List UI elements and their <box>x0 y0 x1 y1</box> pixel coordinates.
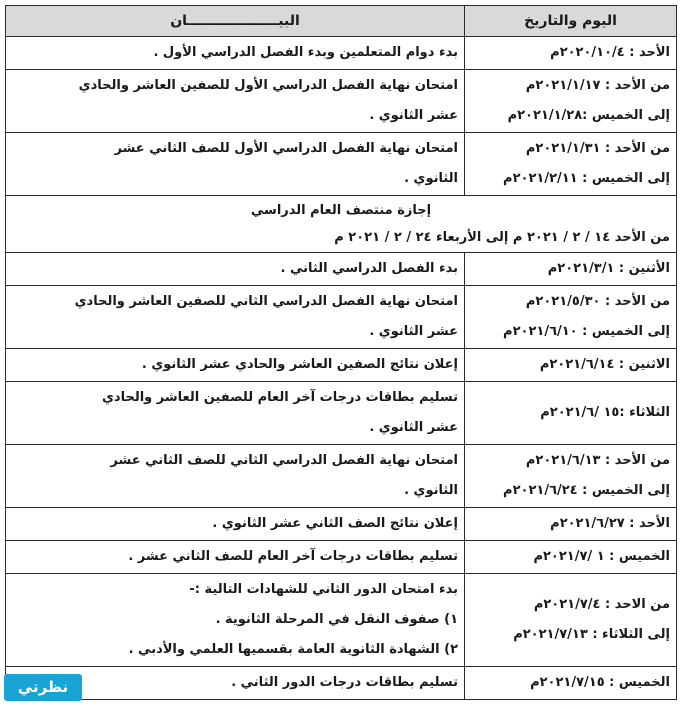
table-row <box>6 70 677 133</box>
table-row <box>6 667 677 700</box>
description-text: تسليم بطاقات درجات الدور الثاني . <box>231 675 458 690</box>
date-cell <box>465 541 677 574</box>
table-row <box>6 445 677 508</box>
date-column-header: اليوم والتاريخ <box>465 6 677 37</box>
date-cell <box>465 349 677 382</box>
date-cell <box>465 133 677 196</box>
description-cell <box>6 70 465 133</box>
date-cell <box>465 508 677 541</box>
header-row <box>6 6 677 37</box>
date-text: إلى الخميس :٢٠٢١/١/٢٨م <box>507 108 670 123</box>
date-text: الثلاثاء :١٥ /٢٠٢١/٦م <box>540 405 670 420</box>
description-text: بدء الفصل الدراسي الثاني . <box>280 261 458 276</box>
table-row <box>6 349 677 382</box>
description-cell <box>6 253 465 286</box>
date-text: من الأحد : ٢٠٢١/١/١٧م <box>525 78 670 93</box>
midyear-break-cell <box>6 196 677 253</box>
date-cell <box>465 382 677 445</box>
description-cell <box>6 37 465 70</box>
table-row <box>6 286 677 349</box>
description-text: ١) صفوف النقل في المرحلة الثانوية . <box>215 612 458 627</box>
date-text: من الأحد : ٢٠٢١/١/٣١م <box>525 141 670 156</box>
description-text: تسليم بطاقات درجات آخر العام للصفين العاشر والحادي <box>102 390 458 405</box>
date-text: الخميس : ١ /٢٠٢١/٧م <box>533 549 670 564</box>
date-cell <box>465 286 677 349</box>
midyear-break-dates: من الأحد ١٤ / ٢ / ٢٠٢١ م إلى الأربعاء ٢٤ / ٢ / ٢٠٢١ م <box>334 230 670 245</box>
table-row <box>6 253 677 286</box>
description-text: ٢) الشهادة الثانوية العامة بقسميها العلمي والأدبي . <box>128 642 458 657</box>
table-row <box>6 508 677 541</box>
date-text: الأثنين : ٢٠٢١/٣/١م <box>547 261 670 276</box>
description-cell <box>6 382 465 445</box>
date-cell <box>465 445 677 508</box>
description-text: امتحان نهاية الفصل الدراسي الثاني للصفين العاشر والحادي <box>74 294 458 309</box>
description-text: تسليم بطاقات درجات آخر العام للصف الثاني عشر . <box>128 549 458 564</box>
date-text: إلى الخميس : ٢٠٢١/٢/١١م <box>503 171 670 186</box>
date-text: من الاحد : ٢٠٢١/٧/٤م <box>533 597 670 612</box>
midyear-break-section <box>6 196 677 253</box>
description-cell <box>6 286 465 349</box>
calendar-sheet <box>5 5 676 700</box>
date-cell <box>465 253 677 286</box>
description-text: الثانوي . <box>404 171 458 186</box>
table-row <box>6 37 677 70</box>
first-semester-rows <box>6 37 677 196</box>
description-cell <box>6 133 465 196</box>
description-text: بدء دوام المتعلمين وبدء الفصل الدراسي الأول . <box>153 45 458 60</box>
date-text: إلى الخميس : ٢٠٢١/٦/٢٤م <box>503 483 670 498</box>
description-text: إعلان نتائج الصف الثاني عشر الثانوي . <box>212 516 458 531</box>
date-text: إلى الثلاثاء : ٢٠٢١/٧/١٣م <box>513 627 670 642</box>
table-row <box>6 574 677 667</box>
description-cell <box>6 508 465 541</box>
description-cell <box>6 445 465 508</box>
description-cell <box>6 574 465 667</box>
date-text: الأحد : ٢٠٢٠/١٠/٤م <box>550 45 670 60</box>
table-row <box>6 133 677 196</box>
table-row <box>6 541 677 574</box>
description-text: عشر الثانوي . <box>369 324 458 339</box>
date-text: إلى الخميس : ٢٠٢١/٦/١٠م <box>503 324 670 339</box>
midyear-break-row <box>6 196 677 253</box>
table-row <box>6 382 677 445</box>
date-cell <box>465 70 677 133</box>
date-text: الاثنين : ٢٠٢١/٦/١٤م <box>539 357 670 372</box>
second-semester-rows <box>6 253 677 700</box>
description-text: امتحان نهاية الفصل الدراسي الأول للصفين العاشر والحادي <box>78 78 458 93</box>
description-text: بدء امتحان الدور الثاني للشهادات التالية :- <box>189 582 458 597</box>
midyear-break-title: إجازة منتصف العام الدراسي <box>250 203 432 218</box>
site-logo-watermark: نظرتي <box>4 674 82 701</box>
date-cell <box>465 37 677 70</box>
description-text: امتحان نهاية الفصل الدراسي الثاني للصف الثاني عشر <box>110 453 458 468</box>
description-text: الثانوي . <box>404 483 458 498</box>
description-text: عشر الثانوي . <box>369 420 458 435</box>
description-column-header: البيـــــــــــــــــــان <box>6 6 465 37</box>
description-cell <box>6 541 465 574</box>
date-text: الخميس : ٢٠٢١/٧/١٥م <box>530 675 670 690</box>
date-cell <box>465 667 677 700</box>
school-calendar-table <box>5 5 677 700</box>
date-text: الأحد : ٢٠٢١/٦/٢٧م <box>550 516 670 531</box>
description-cell <box>6 349 465 382</box>
description-text: امتحان نهاية الفصل الدراسي الأول للصف الثاني عشر <box>114 141 458 156</box>
date-text: من الأحد : ٢٠٢١/٥/٣٠م <box>525 294 670 309</box>
description-text: عشر الثانوي . <box>369 108 458 123</box>
date-cell <box>465 574 677 667</box>
description-text: إعلان نتائج الصفين العاشر والحادي عشر الثانوي . <box>141 357 458 372</box>
date-text: من الأحد : ٢٠٢١/٦/١٣م <box>525 453 670 468</box>
